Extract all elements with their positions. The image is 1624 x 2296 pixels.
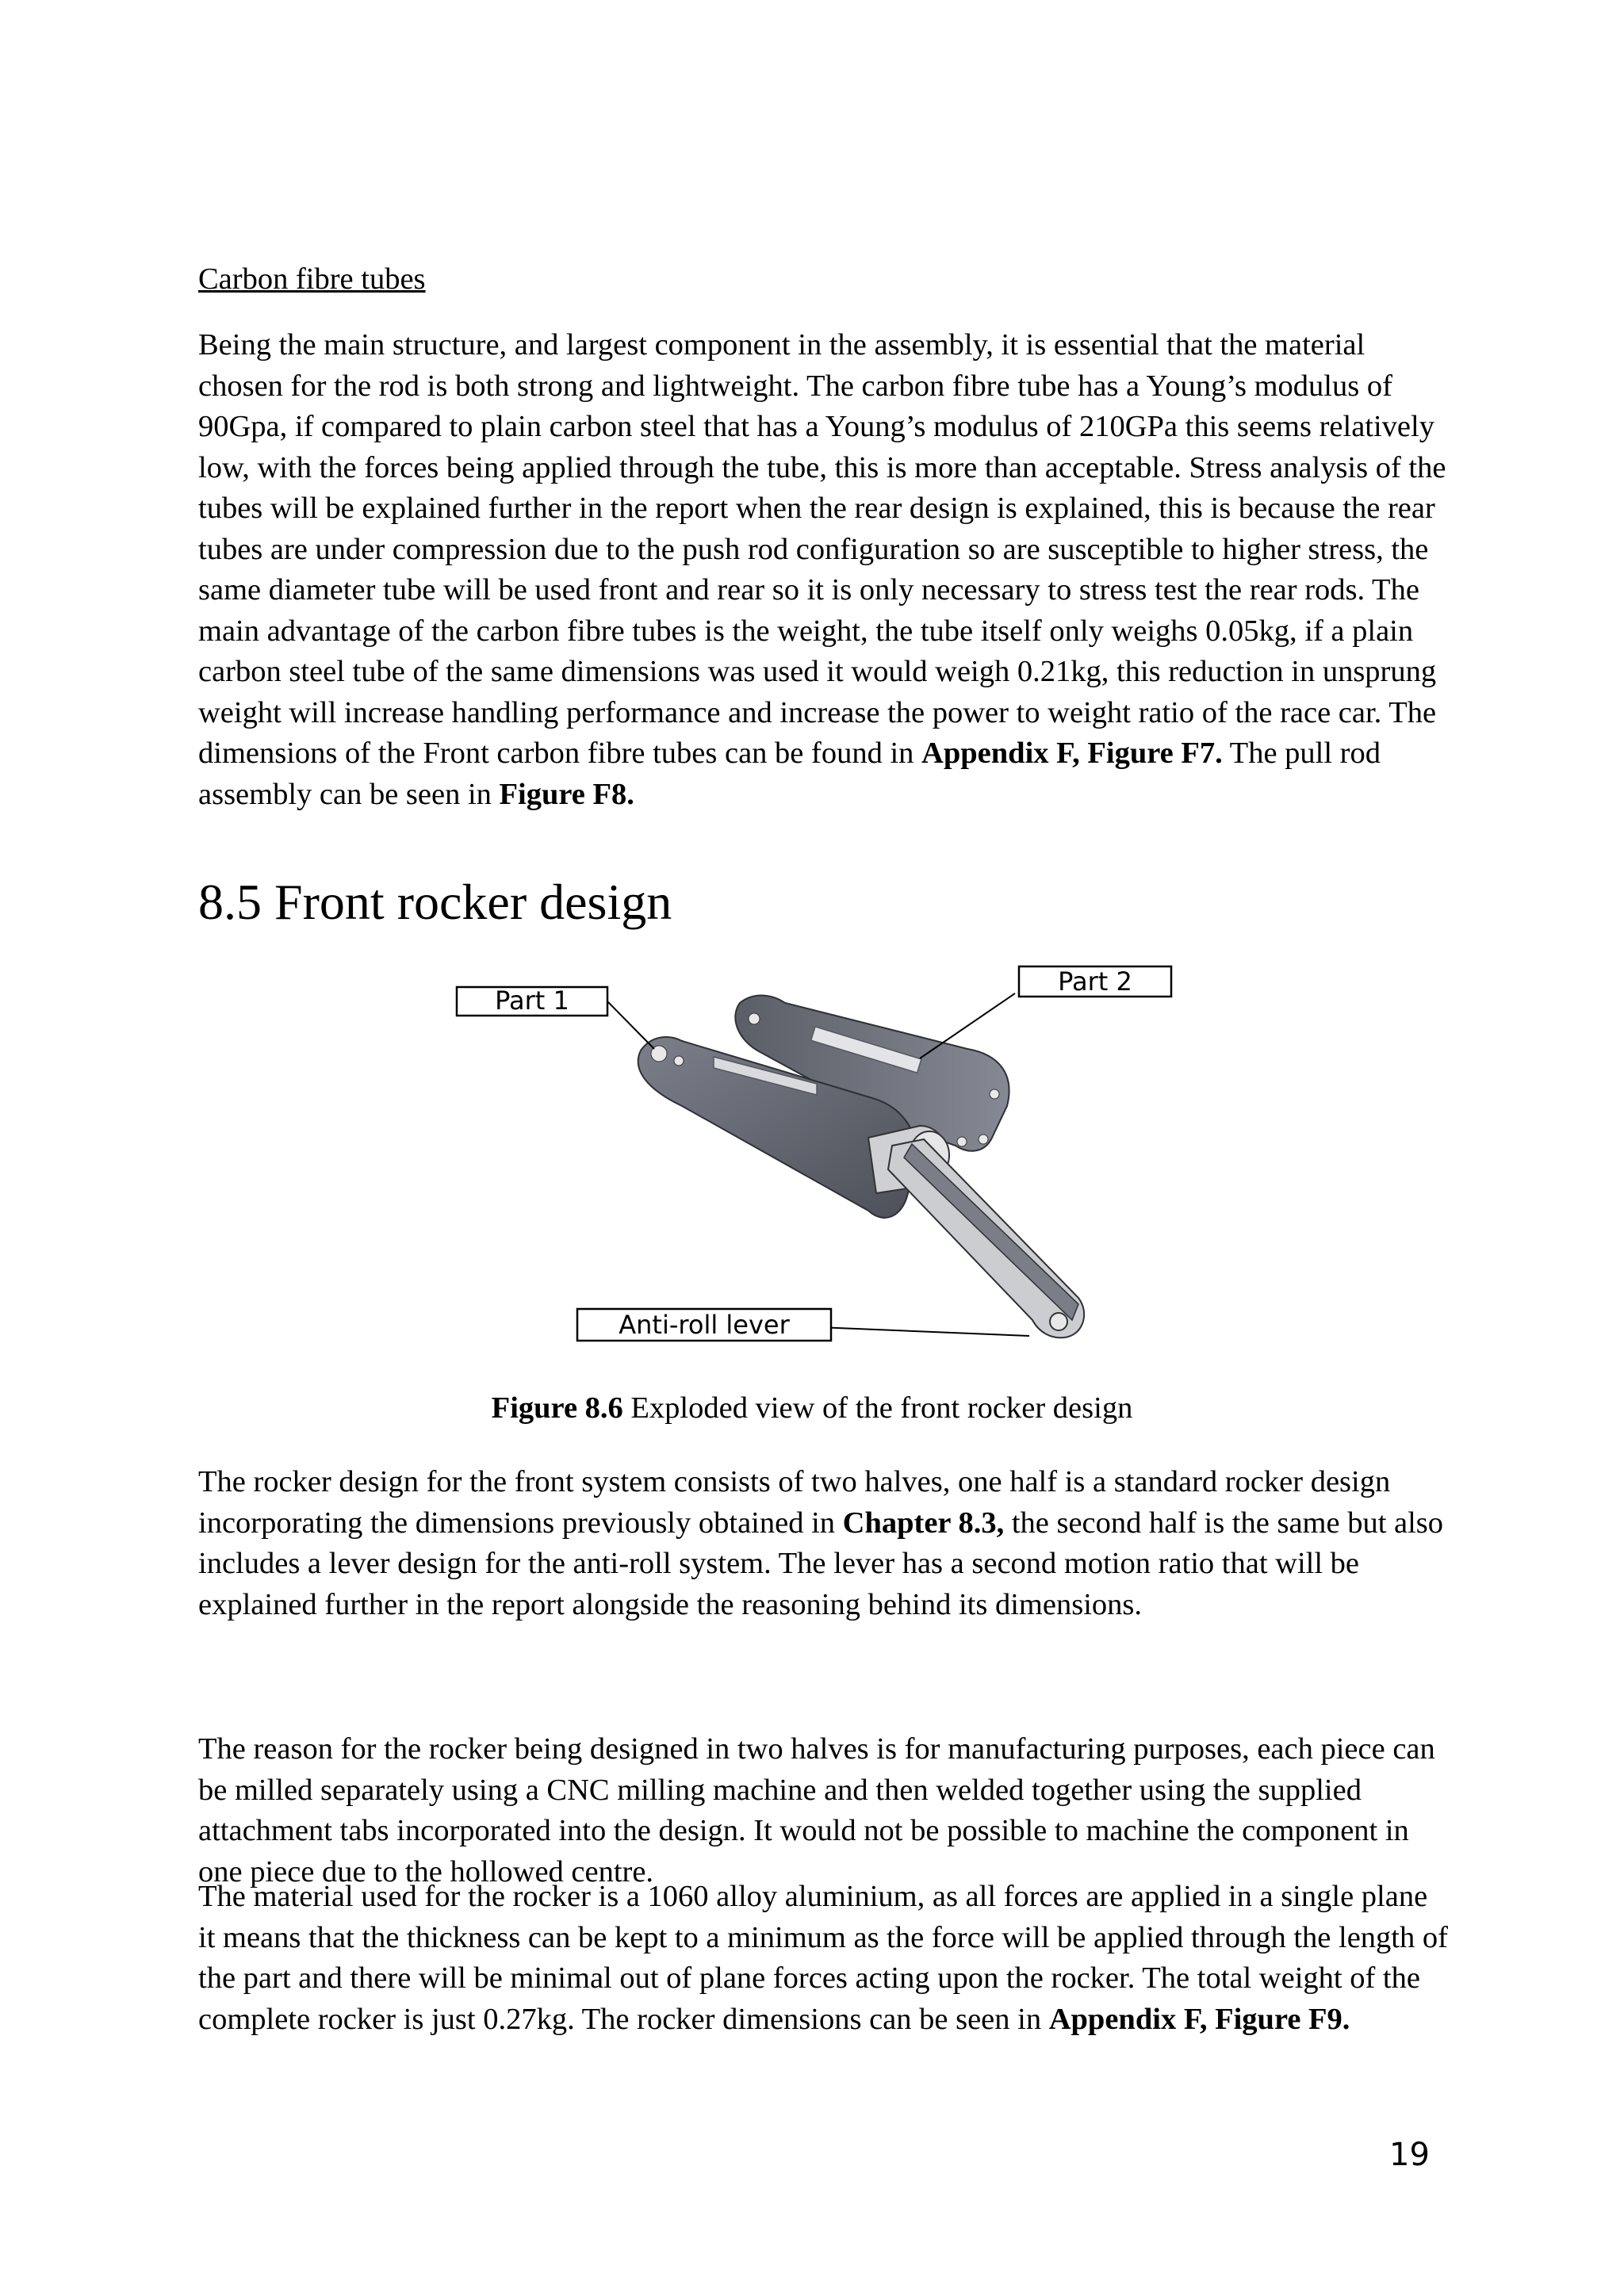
part1-leader <box>607 1001 654 1049</box>
paragraph-manufacturing <box>198 1729 1451 1892</box>
caption-label: Figure 8.6 <box>491 1391 623 1425</box>
paragraph-carbon-fibre <box>198 325 1451 815</box>
rocker-exploded-view <box>444 955 1189 1352</box>
figure-caption <box>0 1387 1624 1429</box>
subheading-carbon-fibre-tubes: Carbon fibre tubes <box>198 262 426 296</box>
para2-text: The rocker design for the front system consists of two halves, one half is a standard rocker design incorporating the dimensions previously obtained in <box>198 1465 1391 1540</box>
para1-ref-appendix: Appendix F, Figure F7. <box>921 737 1223 770</box>
para3-text: The reason for the rocker being designed in two halves is for manufacturing purposes, each piece can be milled separately using a CNC milling machine and then welded together using the supplied attachment tabs incorporated into the design. It would not be possible to machine the component in one piece due to the hollowed centre. <box>198 1732 1435 1888</box>
anti-roll-lever-face <box>904 1144 1078 1320</box>
section-heading: 8.5 Front rocker design <box>198 874 672 930</box>
page-number: 19 <box>1389 2137 1430 2173</box>
paragraph-rocker-halves <box>198 1462 1451 1625</box>
para4-text: The material used for the rocker is a 1060 alloy aluminium, as all forces are applied in a single plane it means that the thickness can be kept to a minimum as the force will be applied through the length of the part and there will be minimal out of plane forces acting upon the rocker. The total weight of the complete rocker is just 0.27kg. The rocker dimensions can be seen in <box>198 1880 1448 2036</box>
lever-label: Anti-roll lever <box>619 1310 790 1340</box>
part2-hole <box>957 1137 967 1146</box>
part2-label: Part 2 <box>1058 966 1132 997</box>
part2-hole <box>979 1135 988 1144</box>
para2-rest: the second half is the same but also includes a lever design for the anti-roll system. The lever has a second motion ratio that will be explained further in the report alongside the reasoning behind its dimensions. <box>198 1506 1444 1621</box>
para2-ref-chapter: Chapter 8.3, <box>842 1506 1005 1540</box>
para1-ref-figure: Figure F8. <box>499 777 634 811</box>
part2-hole <box>990 1089 999 1099</box>
lever-end-hole <box>1050 1313 1067 1330</box>
part1-label: Part 1 <box>495 985 569 1016</box>
part2-hole <box>749 1013 760 1024</box>
para1-mid: The pull rod assembly can be seen in <box>198 737 1381 811</box>
rocker-figure <box>444 955 1189 1352</box>
para1-text: Being the main structure, and largest component in the assembly, it is essential that the material chosen for the rod is both strong and lightweight. The carbon fibre tube has a Young’s modulus of 90Gpa, if compared to plain carbon steel that has a Young’s modulus of 210GPa this seems relatively low, with the forces being applied through the tube, this is more than acceptable. Stress analysis of the tubes will be explained further in the report when the rear design is explained, this is because the rear tubes are under compression due to the push rod configuration so are susceptible to higher stress, the same diameter tube will be used front and rear so it is only necessary to stress test the rear rods. The main advantage of the carbon fibre tubes is the weight, the tube itself only weighs 0.05kg, if a plain carbon steel tube of the same dimensions was used it would weigh 0.21kg, this reduction in unsprung weight will increase handling performance and increase the power to weight ratio of the race car. The dimensions of the Front carbon fibre tubes can be found in <box>198 328 1446 770</box>
para4-ref-appendix: Appendix F, Figure F9. <box>1048 2002 1350 2036</box>
caption-text: Exploded view of the front rocker design <box>622 1391 1133 1425</box>
part1-hole <box>674 1056 684 1066</box>
paragraph-material <box>198 1877 1451 2040</box>
